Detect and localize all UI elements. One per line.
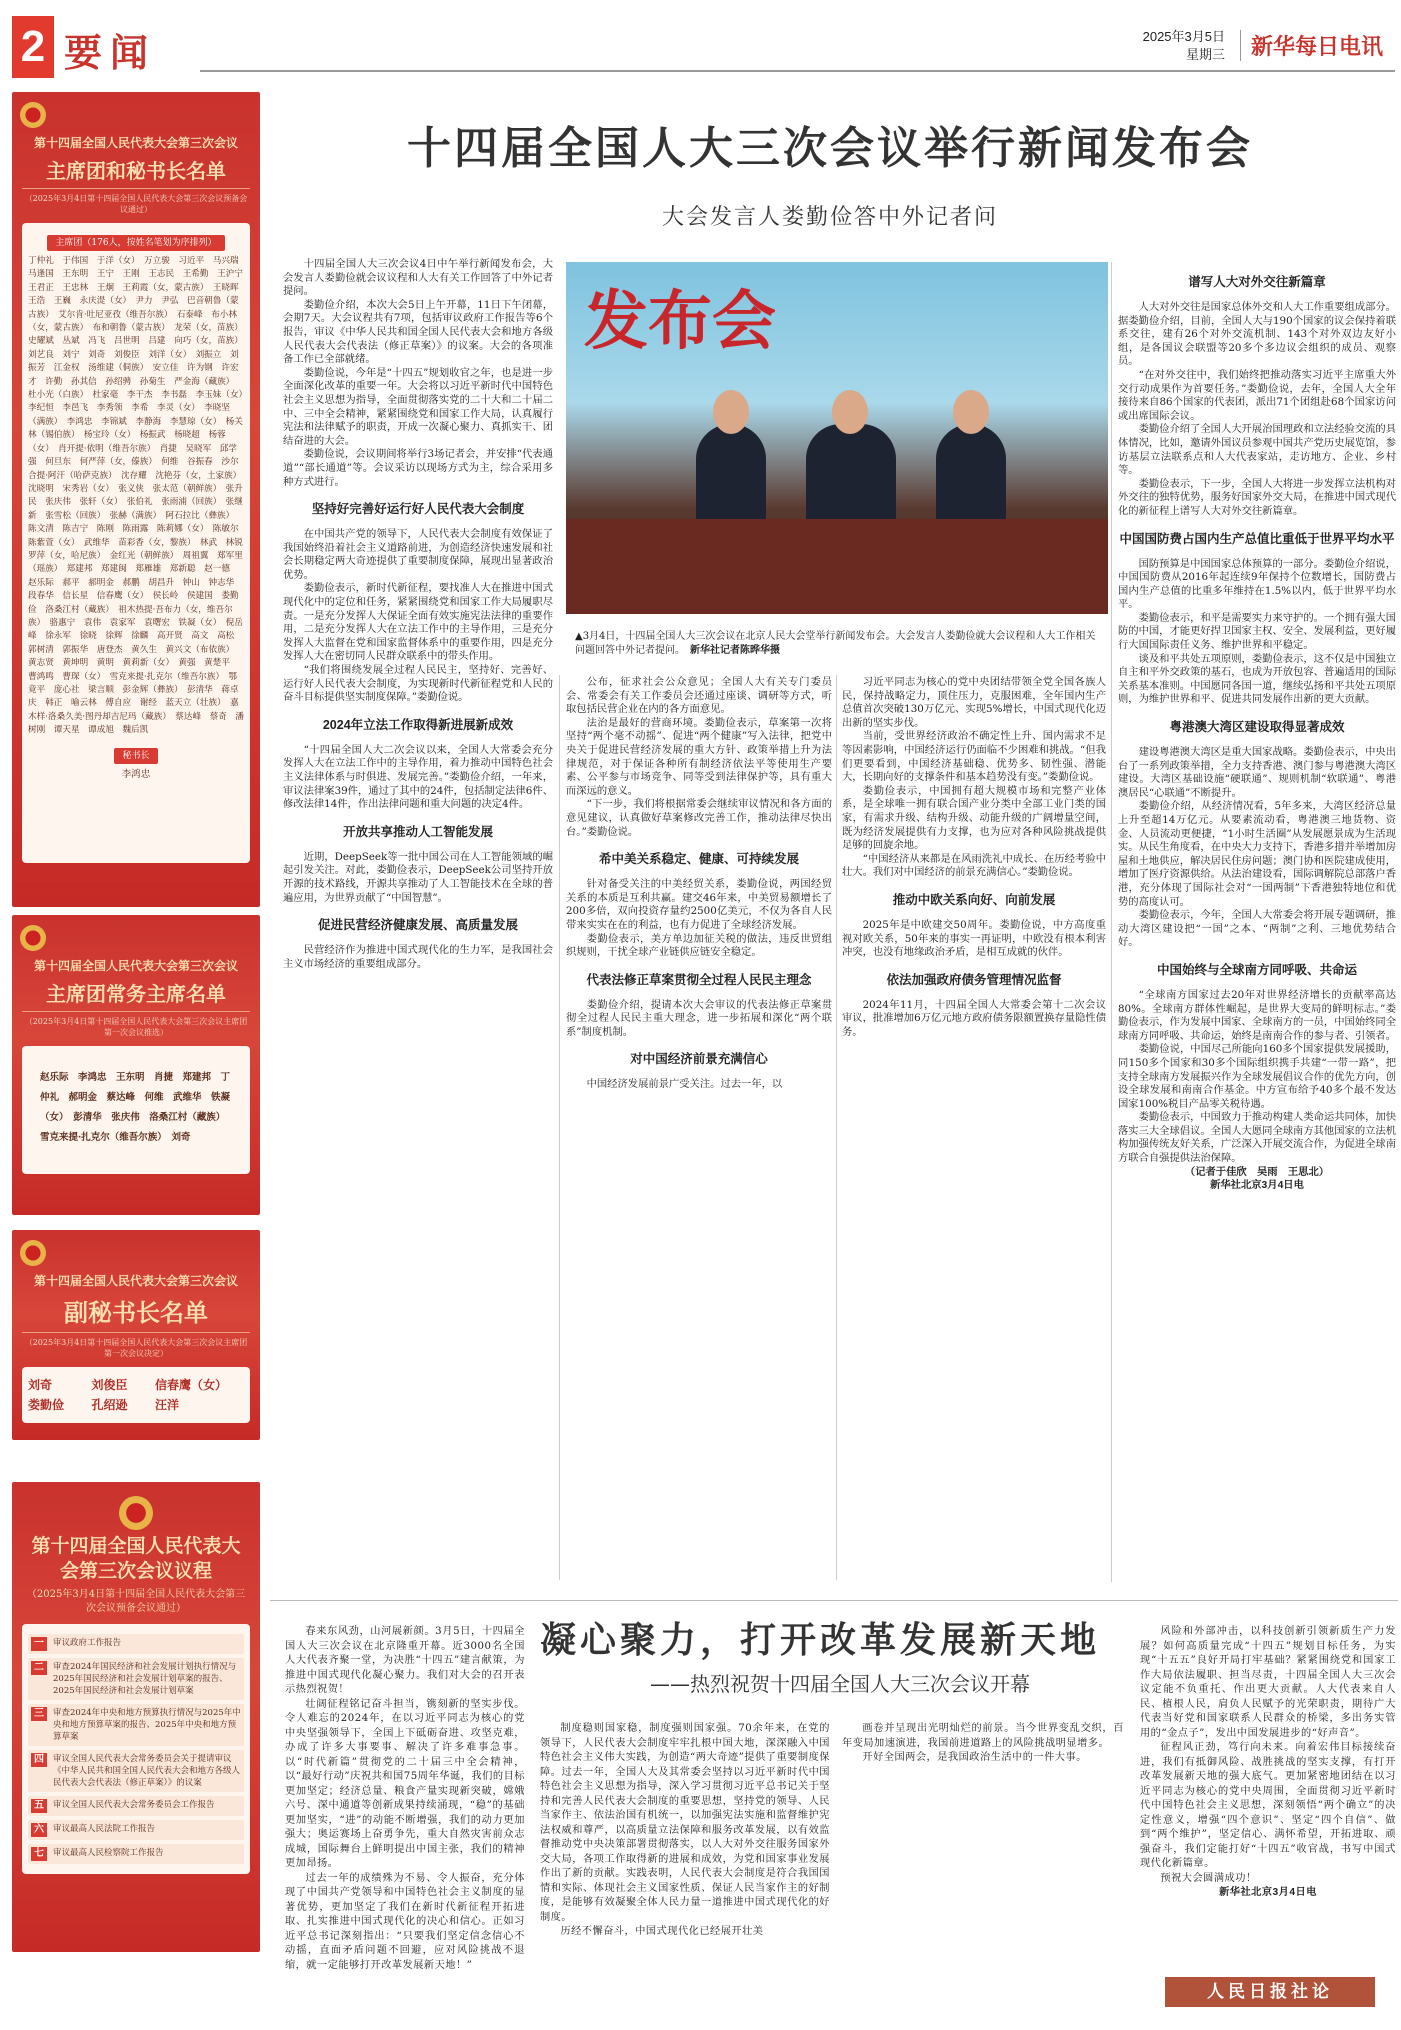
section-heading: 粤港澳大湾区建设取得显著成效 <box>1169 720 1345 735</box>
names-panel: 赵乐际 李鸿忠 王东明 肖捷 郑建邦 丁仲礼 郝明金 蔡达峰 何维 武维华 铁凝（女） 彭清华 张庆伟 洛桑江村（藏族） 雪克来提·扎克尔（维吾尔族） 刘奇 <box>22 1046 250 1174</box>
agenda-text: 审查2024年国民经济和社会发展计划执行情况与2025年国民经济和社会发展计划草案的报告、2025年国民经济和社会发展计划草案 <box>53 1662 237 1696</box>
presidium-names: 丁仲礼 于伟国 于洋（女） 万立骏 习近平 马兴瑞 马逢国 王东明 王宁 王刚 王志民 王希勤 王沪宁 王君正 王忠林 王炯 王莉霞（女，蒙古族） 王晓晖 王浩 王巍 永庆湜（女） 尹力 尹弘 巴音朝鲁（蒙古族） 艾尔肯·吐尼亚孜（维吾尔族） 石泰峰 布小林（女，蒙古族） 布和朝鲁（蒙古族） 龙荣（女，苗族） 史耀斌 丛斌 冯飞 吕世明 吕建 向巧（女，苗族） 刘艺良 刘宁 刘奇 刘俊臣 刘洋（女） 刘振立 刘振芳 江金权 汤维建（侗族） 安立佳 许为钢 许宏才 许勤 孙其信 孙绍骋 孙菊生 严金海（藏族） 杜小光（白族） 杜家毫 李干杰 李书磊 李玉妹（女） 李纪恒 李邑飞 李秀领 李希 李灵（女） 李晓坚（满族） 李鸿忠 李锦斌 李静海 李慧琼（女） 杨关林（锡伯族） 杨宝玲（女） 杨振武 杨晓超 杨蓉（女） 肖开提·依明（维吾尔族） 肖捷 吴晓军 邱学强 何旦东 何严萍（女，傣族） 何维 谷振春 沙尔合提·阿汗（哈萨克族） 沈存耀 沈艳芬（女，土家族） 沈晓明 宋秀岩（女） 张义侠 张太范（朝鲜族） 张升民 张庆伟 张轩（女） 张伯礼 张雨浦（回族） 张继新 张雪松（回族） 张赫（满族） 阿石拉比（彝族） 陈文清 陈吉宁 陈刚 陈雨露 陈莉娜（女） 陈敏尔 陈紫萱（女） 武维华 苗彩香（女，黎族） 林武 林锐 罗萍（女，哈尼族） 金红光（朝鲜族） 周祖翼 郑军里（瑶族） 郑建邦 郑建闽 郑雁雄 郑新聪 赵一德 赵乐际 郝平 郝明金 郝鹏 胡昌升 钟山 钟志华 段春华 信长星 信春鹰（女） 侯长岭 侯建国 娄勤俭 洛桑江村（藏族） 祖木热提·吾布力（女，维吾尔族） 骆惠宁 袁伟 袁家军 袁曙宏 铁凝（女） 倪岳峰 徐永军 徐晓 徐辉 徐麟 高开贤 高文 高松 郭树清 郭振华 唐登杰 黄久生 黄兴文（布依族） 黄志贤 黄坤明 黄明 黄莉新（女） 黄强 黄楚平 曹鸿鸣 曹琛（女） 雪克来提·扎克尔（维吾尔族） 鄂竟平 庞心社 梁言顺 彭金辉（彝族） 彭清华 蒋卓庆 韩正 喻云林 傅自应 谢经 蓝天立（壮族） 嘉木样·洛桑久美·图丹却吉尼玛（藏族） 蔡达峰 蔡奇 潘树刚 谭天星 谭成旭 魏后凯 <box>28 256 252 736</box>
card-title: 第十四届全国人民代表大会第三次会议议程 <box>31 1536 241 1582</box>
main-headline: 十四届全国人大三次会议举行新闻发布会 <box>407 123 1253 174</box>
paragraph: 制度稳则国家稳，制度强则国家强。70余年来，在党的领导下，人民代表大会制度牢牢扎根中国大地，深深融入中国特色社会主义伟大实践，为创造“两大奇迹”提供了重要制度保障。过去一年，全国人大及其常委会坚持以习近平新时代中国特色社会主义思想为指导，深入学习贯彻习近平总书记关于坚持和完善人民代表大会制度的重要思想，坚持党的领导、人民当家作主、依法治国有机统一，以加强宪法实施和监督维护宪法权威和尊严，以高质量立法保障和服务改革发展，以有效监督推动党中央决策部署贯彻落实，以人大对外交往服务国家外交大局，各项工作取得新的进展和成效，为党和国家事业发展作出了新的贡献。实践表明，人民代表大会制度是符合我国国情和实际、体现社会主义国家性质、保证人民当家作主的好制度，是能够有效凝聚全体人民力量一道推进中国式现代化的好制度。 <box>540 1723 830 1923</box>
article-column-1 <box>283 258 553 1583</box>
column-divider <box>559 675 560 1580</box>
paragraph: 娄勤俭表示，和平是需要实力来守护的。一个拥有强大国防的中国，才能更好捍卫国家主权、安全、发展利益，更好履行大国国际责任义务、维护世界和平稳定。 <box>1118 611 1397 652</box>
section-heading: 对中国经济前景充满信心 <box>630 1052 768 1067</box>
deputy-secretaries-card <box>12 1230 260 1440</box>
column-divider <box>836 675 837 1580</box>
card-subtitle: 第十四届全国人民代表大会第三次会议 <box>33 136 238 150</box>
paragraph: 壮阔征程铭记奋斗担当，镌刻新的坚实步伐。令人难忘的2024年，在以习近平同志为核心的党中央坚强领导下，全国上下砥砺奋进、攻坚克难，办成了许多大事要事、解决了许多难事急事。以“时代新篇”贯彻党的二十届三中全会精神，以“最好行动”庆祝共和国75周年华诞，我们的目标更加坚定；经济总量、粮食产量实现新突破，嫦娥六号、深中通道等创新成果持续涌现，“稳”的基础更加坚实，“进”的动能不断增强，我们的动力更加强大；奥运赛场上奋勇争先，重大自然灾害前众志成城，国际舞台上鲜明提出中国主张，我们的精神更加昂扬。 <box>285 1698 525 1869</box>
section-heading: 希中美关系稳定、健康、可持续发展 <box>598 852 799 867</box>
caption-text: ▲3月4日，十四届全国人大三次会议在北京人民大会堂举行新闻发布会。大会发言人娄勤俭就大会议程和人大工作相关问题回答中外记者提问。 <box>575 631 1096 656</box>
paragraph: 2025年是中欧建交50周年。娄勤俭说，中方高度重视对欧关系，50年来的事实一再证明，中欧没有根本利害冲突，也没有地缘政治矛盾，是相互成就的伙伴。 <box>842 918 1106 959</box>
agenda-item <box>28 1796 244 1816</box>
card-title: 主席团常务主席名单 <box>46 984 226 1006</box>
paragraph: 画卷并呈现出光明灿烂的前景。当今世界变乱交织，百年变局加速演进，我国前进道路上的风险挑战明显增多。 <box>842 1723 1124 1749</box>
agenda-number: 五 <box>31 1799 47 1813</box>
paragraph: 习近平同志为核心的党中央团结带领全党全国各族人民，保持战略定力，顶住压力，克服困难，全年国内生产总值首次突破130万亿元、实现5%增长，中国式现代化迈出新的坚实步伐。 <box>842 676 1106 729</box>
paragraph: 娄勤俭介绍了全国人大开展治国理政和立法经验交流的具体情况，比如，邀请外国议员参观中国共产党历史展览馆，参访基层立法联系点和人大代表家站，走访地方、企业、乡村等。 <box>1118 423 1397 477</box>
national-emblem-icon <box>20 1240 46 1266</box>
section-heading: 推动中欧关系向好、向前发展 <box>892 892 1056 907</box>
header-rule <box>200 70 1395 72</box>
agenda-number: 一 <box>31 1637 47 1651</box>
paragraph: 谈及和平共处五项原则，娄勤俭表示，这不仅是中国独立自主和平外交政策的基石，也成为开放包容、普遍适用的国际关系基本准则。中国愿同各国一道，继续弘扬和平共处五项原则，为维护世界和平、促进共同发展作出新的更大贡献。 <box>1118 652 1397 706</box>
section-heading: 开放共享推动人工智能发展 <box>342 824 493 839</box>
names-panel <box>22 1367 250 1423</box>
photo-caption <box>575 630 1105 658</box>
issue-date <box>1080 28 1225 64</box>
section-heading: 中国国防费占国内生产总值比重低于世界平均水平 <box>1119 531 1395 546</box>
main-subhead: 大会发言人娄勤俭答中外记者问 <box>661 205 998 230</box>
agenda-item <box>28 1820 244 1840</box>
paragraph: 开好全国两会，是我国政治生活中的一件大事。 <box>862 1752 1087 1763</box>
agenda-list <box>22 1624 250 1874</box>
paragraph: 娄勤俭表示，中国拥有超大规模市场和完整产业体系，是全球唯一拥有联合国产业分类中全部工业门类的国家，有需求升级、结构升级、动能升级的广阔增量空间，既为经济发展提供有力支撑，也为应对各种风险挑战提供足够的回旋余地。 <box>842 784 1106 852</box>
section-heading: 坚持好完善好运行好人民代表大会制度 <box>311 502 525 517</box>
agenda-item <box>28 1750 244 1792</box>
paragraph: 建设粤港澳大湾区是重大国家战略。娄勤俭表示，中央出台了一系列政策举措，全力支持香港、澳门参与粤港澳大湾区建设。大湾区基础设施“硬联通”、规则机制“软联通”、粤港澳居民“心联通”不断提升。 <box>1118 746 1397 799</box>
national-emblem-icon <box>20 925 46 951</box>
paragraph: 在中国共产党的领导下，人民代表大会制度有效保证了我国始终沿着社会主义道路前进，为创造经济快速发展和社会长期稳定两大奇迹提供了重要制度保障，展现出显著政治优势。 <box>283 528 553 581</box>
paragraph: “在对外交往中，我们始终把推动落实习近平主席重大外交行动成果作为首要任务。”娄勤俭说，去年，全国人大全年接待来自86个国家的代表团，派出71个团组赴68个国家访问或出席国际会议。 <box>1118 368 1396 422</box>
paragraph: 十四届全国人大三次会议4日中午举行新闻发布会，大会发言人娄勤俭就会议议程和人大有关工作回答了中外记者提问。 <box>283 258 553 298</box>
card-note: （2025年3月4日第十四届全国人民代表大会第三次会议主席团第一次会议推选） <box>22 1011 250 1038</box>
paragraph: 预祝大会圆满成功！ <box>1160 1872 1257 1884</box>
section-heading: 谱写人大对外交往新篇章 <box>1188 275 1326 289</box>
paragraph: “中国经济从来都是在风雨洗礼中成长、在历经考验中壮大。我们对中国经济的前景充满信心。”娄勤俭说。 <box>842 852 1106 879</box>
agenda-text: 审议最高人民检察院工作报告 <box>53 1848 164 1858</box>
paragraph: 娄勤俭表示，下一步，全国人大将进一步发挥立法机构对外交往的独特优势，服务好国家外交大局，在推进中国式现代化的新征程上谱写人大对外交往新篇章。 <box>1118 477 1397 517</box>
dateline: 新华社北京3月4日电 <box>1219 1887 1317 1898</box>
person <box>696 424 766 534</box>
agenda-text: 审议全国人民代表大会常务委员会关于提请审议《中华人民共和国全国人民代表大会和地方各级人民代表大会代表法（修正草案）》的议案 <box>53 1754 241 1788</box>
agenda-item <box>28 1658 244 1700</box>
person-head <box>832 390 868 434</box>
paragraph: 娄勤俭表示，新时代新征程，要找准人大在推进中国式现代化中的定位和任务，紧紧围绕党和国家工作大局履职尽责。一是充分发挥人大保证全面有效实施宪法法律的重要作用，二是充分发挥人大在立法工作中的主导作用，三是充分发挥人大监督在党和国家监督体系中的重要作用，四是充分发挥人大在密切同人民群众联系中的带头作用。 <box>283 582 553 663</box>
paragraph: 近期，DeepSeek等一批中国公司在人工智能领域的崛起引发关注。对此，娄勤俭表示，DeepSeek公司坚持开放开源的技术路线，开源共享推动了人工智能技术在全球的普遍应用，为世界贡献了“中国智慧”。 <box>283 850 553 904</box>
paragraph: 娄勤俭说，会议期间将举行3场记者会，并安排“代表通道”“部长通道”等。会议采访以现场方式为主，综合采用多种方式进行。 <box>283 448 553 488</box>
backdrop-text: 发布会 <box>584 284 776 359</box>
date-text: 2025年3月5日 <box>1142 29 1225 44</box>
paragraph: 娄勤俭表示，美方单边加征关税的做法，违反世贸组织规则，干扰全球产业链供应链安全稳定。 <box>566 932 832 959</box>
agenda-number: 二 <box>31 1661 47 1675</box>
person <box>806 424 896 534</box>
section-heading: 促进民营经济健康发展、高质量发展 <box>317 918 518 933</box>
section-heading: 2024年立法工作取得新进展新成效 <box>322 717 514 732</box>
photo-credit: 新华社记者陈晔华摄 <box>690 645 780 656</box>
article-column-3 <box>842 676 1106 1581</box>
byline: （记者于佳欣 吴雨 王思北） <box>1184 1166 1330 1178</box>
editorial-column-3 <box>842 1722 1124 2027</box>
paragraph: “下一步，我们将根据常委会继续审议情况和各方面的意见建议，认真做好草案修改完善工作，推动法律尽快出台。”娄勤俭说。 <box>566 798 832 838</box>
agenda-text: 审议政府工作报告 <box>53 1638 122 1648</box>
person <box>936 424 1006 534</box>
card-title: 副秘书长名单 <box>64 1300 208 1327</box>
person-head <box>953 390 989 434</box>
editorial-column-2 <box>540 1722 830 2027</box>
paragraph: 娄勤俭说，今年是“十四五”规划收官之年，也是进一步全面深化改革的重要一年。大会将以习近平新时代中国特色社会主义思想为指导，全面贯彻落实党的二十大和二十届二中、三中全会精神，紧紧围绕党和国家工作大局，认真履行宪法和法律赋予的职责，开成一次凝心聚力、真抓实干、团结奋进的大会。 <box>283 366 553 447</box>
paragraph: 人大对外交往是国家总体外交和人大工作重要组成部分。据娄勤俭介绍，目前，全国人大与190个国家的议会保持着联系交往，建有26个对外交流机制、143个对外双边友好小组，是各国议会联盟等20多个多边议会组织的成员、观察员。 <box>1118 301 1397 368</box>
paragraph: 征程风正劲，笃行向未来。向着宏伟目标接续奋进，我们有抵御风险、战胜挑战的坚实支撑，有打开改革发展新天地的强大底气。更加紧密地团结在以习近平同志为核心的党中央周围，全面贯彻习近平新时代中国特色社会主义思想，深刻领悟“两个确立”的决定性意义，增强“四个意识”、坚定“四个自信”、做到“两个维护”，坚定信心、满怀希望，开拓进取、顽强奋斗，我们定能打好“十四五”收官战，书写中国式现代化新篇章。 <box>1140 1742 1396 1869</box>
names-panel <box>22 223 250 863</box>
paragraph: 娄勤俭说，中国尽己所能向160多个国家提供发展援助，同150多个国家和30多个国际组织携手共建“一带一路”，把支持全球南方发展振兴作为全球发展倡议合作的优先方向，创设全球发展和南南合作基金。中方宣布给予40多个最不发达国家100%税目产品零关税待遇。 <box>1118 1043 1397 1110</box>
card-note: （2025年3月4日第十四届全国人民代表大会第三次会议预备会议通过） <box>26 1589 246 1614</box>
agenda-number: 六 <box>31 1823 47 1837</box>
card-subtitle: 第十四届全国人民代表大会第三次会议 <box>33 959 238 973</box>
name: 娄勤俭 <box>28 1398 65 1412</box>
card-note: （2025年3月4日第十四届全国人民代表大会第三次会议主席团第一次会议决定） <box>22 1332 250 1359</box>
agenda-item <box>28 1634 244 1654</box>
section-heading: 中国始终与全球南方同呼吸、共命运 <box>1156 962 1357 977</box>
article-column-2 <box>566 676 832 1581</box>
paragraph: 国防预算是中国国家总体预算的一部分。娄勤俭介绍说，中国国防费从2016年起连续9年保持个位数增长，国防费占国内生产总值的比重多年维持在1.5%以内，低于世界平均水平。 <box>1118 557 1397 611</box>
agenda-item <box>28 1704 244 1746</box>
section-divider <box>270 1600 1398 1601</box>
national-emblem-icon <box>119 1496 153 1530</box>
editorial-headline: 凝心聚力，打开改革发展新天地 <box>539 1619 1100 1661</box>
paragraph: “我们将围绕发展全过程人民民主，坚持好、完善好、运行好人民代表大会制度，为实现新时代新征程党和人民的奋斗目标提供坚实制度保障。”娄勤俭说。 <box>283 664 553 704</box>
editorial-subhead: ——热烈祝贺十四届全国人大三次会议开幕 <box>650 1672 1030 1696</box>
press-conference-photo <box>566 262 1108 614</box>
name: 刘奇 <box>28 1378 53 1392</box>
article-column-4 <box>1118 262 1396 1592</box>
paragraph: “十四届全国人大二次会议以来，全国人大常委会充分发挥人大在立法工作中的主导作用，着力推动中国特色社会主义法律体系与时俱进、发展完善。”娄勤俭介绍，一年来，审议法律案39件，通过了其中的24件，包括制定法律6件、修改法律14件，作出法律问题和重大问题的决定4件。 <box>283 743 553 811</box>
agenda-number: 四 <box>31 1753 47 1767</box>
section-title: 要闻 <box>64 30 157 75</box>
agenda-text: 审议最高人民法院工作报告 <box>53 1824 156 1834</box>
card-title: 主席团和秘书长名单 <box>46 161 226 183</box>
name: 汪洋 <box>155 1398 180 1412</box>
editorial-column-4 <box>1140 1625 1396 1970</box>
paragraph: 娄勤俭表示，中国致力于推动构建人类命运共同体，加快落实三大全球倡议。全国人大愿同全球南方其他国家的立法机构加强传统友好关系，广泛深入开展交流合作，为促进全球南方联合自强提供法治保障。 <box>1118 1111 1397 1165</box>
editorial-label: 人民日报社论 <box>1165 1977 1375 2007</box>
paragraph: 娄勤俭表示，今年，全国人大常委会将开展专题调研，推动大湾区建设把“一国”之本、“两制”之利、三地优势结合好。 <box>1118 909 1397 949</box>
agenda-card <box>12 1482 260 1952</box>
weekday-text: 星期三 <box>1185 47 1225 62</box>
national-emblem-icon <box>20 102 46 128</box>
paragraph: 2024年11月，十四届全国人大常委会第十二次会议审议，批准增加6万亿元地方政府债务限额置换存量隐性债务。 <box>842 998 1106 1038</box>
section-heading: 代表法修正草案贯彻全过程人民民主理念 <box>586 972 812 987</box>
name: 信春鹰（女） <box>155 1378 228 1392</box>
agenda-number: 七 <box>31 1847 47 1861</box>
paragraph: 针对备受关注的中美经贸关系，娄勤俭说，两国经贸关系的本质是互利共赢。建交46年来，中美贸易额增长了200多倍，双向投资存量约2500亿美元，不仅为各自人民带来实实在在的利益，也有力促进了全球经济发展。 <box>566 878 832 931</box>
paragraph: 娄勤俭介绍，提请本次大会审议的代表法修正草案贯彻全过程人民民主重大理念，进一步拓展和深化“两个联系”制度机制。 <box>566 998 832 1038</box>
paragraph: 公布，征求社会公众意见；全国人大有关专门委员会、常委会有关工作委员会还通过座谈、调研等方式，听取包括民营企业在内的各方面意见。 <box>566 676 832 716</box>
column-divider <box>1111 262 1112 1582</box>
paragraph: 民营经济作为推进中国式现代化的生力军，是我国社会主义市场经济的重要组成部分。 <box>283 944 553 970</box>
paragraph: “全球南方国家过去20年对世界经济增长的贡献率高达80%。全球南方群体性崛起，是世界大变局的鲜明标志。”娄勤俭表示，作为发展中国家、全球南方的一员，中国始终同全球南方同呼吸、共命运，始终是南南合作的参与者、引领者。 <box>1118 988 1397 1042</box>
presidium-list-card <box>12 92 260 907</box>
card-note: （2025年3月4日第十四届全国人民代表大会第三次会议预备会议通过） <box>22 188 250 215</box>
agenda-item <box>28 1844 244 1864</box>
masthead-logo: 新华每日电讯 <box>1240 30 1383 61</box>
paragraph: 过去一年的成绩殊为不易、令人振奋，充分体现了中国共产党领导和中国特色社会主义制度的显著优势，更加坚定了我们在新时代新征程开拓进取、扎实推进中国式现代化的决心和信心。正如习近平总书记深刻指出：“只要我们坚定信念信心不动摇，直面矛盾问题不回避，应对风险挑战不退缩，就一定能够打开改革发展新天地！” <box>285 1872 525 1971</box>
executive-chairpersons-card <box>12 915 260 1215</box>
agenda-text: 审查2024年中央和地方预算执行情况与2025年中央和地方预算草案的报告、2025年中央和地方预算草案 <box>53 1708 241 1742</box>
page-number: 2 <box>12 16 54 78</box>
agenda-number: 三 <box>31 1707 47 1721</box>
presidium-tag: 主席团（176人，按姓名笔划为序排列） <box>47 235 224 251</box>
section-heading: 依法加强政府债务管理情况监督 <box>886 972 1062 987</box>
paragraph: 当前，受世界经济政治不确定性上升、国内需求不足等因素影响，中国经济运行仍面临不少困难和挑战。“但我们更要看到，中国经济基础稳、优势多、韧性强、潜能大，长期向好的支撑条件和基本趋势没有变。”娄勤俭说。 <box>842 730 1106 784</box>
name: 刘俊臣 <box>91 1378 128 1392</box>
editorial-column-1 <box>285 1625 525 2025</box>
paragraph: 娄勤俭介绍，从经济情况看，5年多来，大湾区经济总量上升至超14万亿元。从要素流动看，粤港澳三地货物、资金、人员流动更便捷，“1小时生活圈”从发展愿景成为生活现实。从民生角度看，在中央大力支持下，香港多措并举增加房屋和土地供应，解决居民住房问题；澳门协和医院建成使用，增加了医疗资源供给。从法治建设看，国际调解院总部落户香港，充分体现了国际社会对“一国两制”下香港独特地位和优势的高度认可。 <box>1118 800 1397 908</box>
secretary-general-name: 李鸿忠 <box>121 768 151 780</box>
paragraph: 娄勤俭介绍，本次大会5日上午开幕，11日下午闭幕，会期7天。大会议程共有7项，包括审议政府工作报告等6个报告，审议《中华人民共和国全国人民代表大会和地方各级人民代表大会代表法（修正草案）》的议案。大会的各项准备工作已全部就绪。 <box>283 298 553 366</box>
byline: 新华社北京3月4日电 <box>1210 1180 1304 1192</box>
paragraph: 风险和外部冲击，以科技创新引领新质生产力发展？如何高质量完成“十四五”规划目标任务，为实现“十五五”良好开局打牢基础？紧紧围绕党和国家工作大局依法履职、担当尽责，十四届全国人大三次会议定能不负重托、作出更大贡献。人大代表来自人民、植根人民，肩负人民赋予的光荣职责，期待广大代表当好党和国家联系人民群众的桥梁，多出务实管用的“金点子”，发出中国发展进步的“好声音”。 <box>1140 1626 1396 1739</box>
card-subtitle: 第十四届全国人民代表大会第三次会议 <box>33 1274 238 1288</box>
person-head <box>713 390 749 434</box>
paragraph: 历经不懈奋斗，中国式现代化已经展开壮美 <box>560 1926 764 1937</box>
paragraph: 中国经济发展前景广受关注。过去一年，以 <box>586 1078 783 1091</box>
secretary-general-tag: 秘书长 <box>114 748 157 764</box>
desk <box>566 519 1108 614</box>
paragraph: 春来东风劲，山河展新颜。3月5日，十四届全国人大三次会议在北京隆重开幕。近3000名全国人大代表齐聚一堂，为决胜“十四五”建言献策，为推进中国式现代化凝心聚力。我们对大会的召开表示热烈祝贺！ <box>285 1626 525 1695</box>
agenda-text: 审议全国人民代表大会常务委员会工作报告 <box>53 1800 215 1810</box>
paragraph: 法治是最好的营商环境。娄勤俭表示，草案第一次将坚持“两个毫不动摇”、促进“两个健康”写入法律，把党中央关于促进民营经济发展的重大方针、政策举措上升为法律规范，对于保证各种所有制经济依法平等使用生产要素、公平参与市场竞争、同等受到法律保护等，具有重大而深远的意义。 <box>566 716 832 797</box>
name: 孔绍逊 <box>91 1398 128 1412</box>
